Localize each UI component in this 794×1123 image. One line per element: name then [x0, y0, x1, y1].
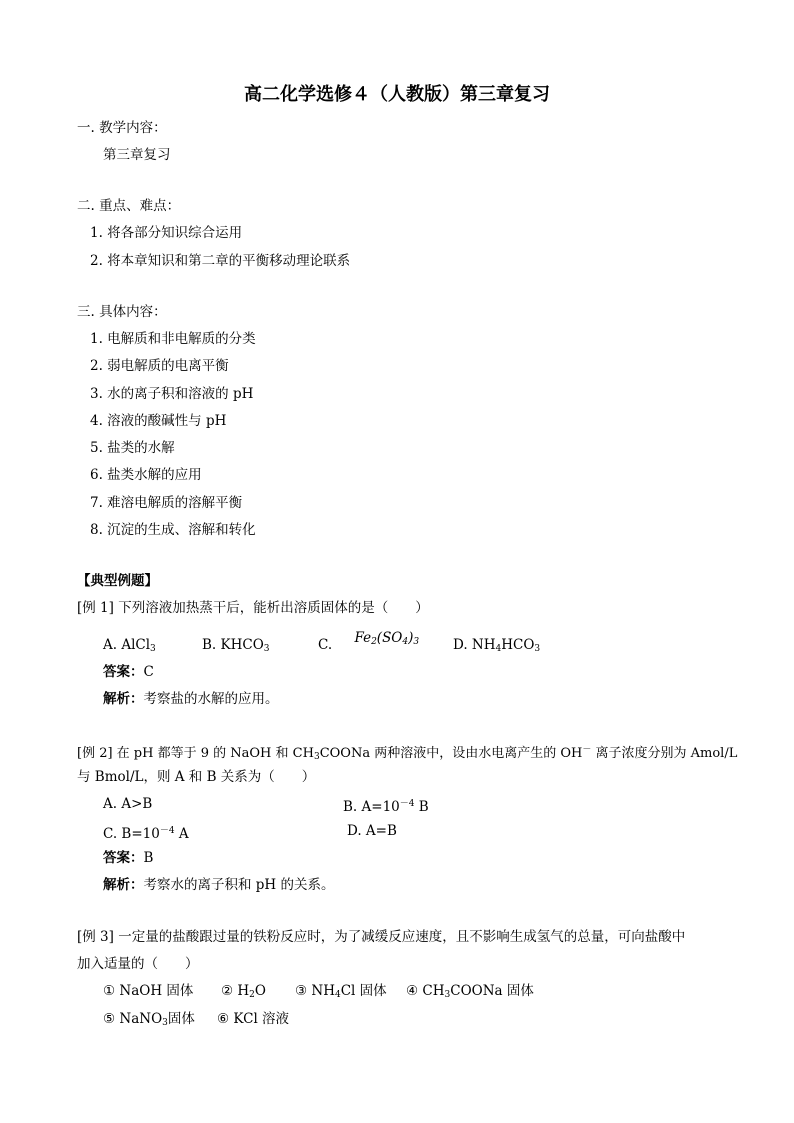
- example-3-option-6: ⑥ KCl 溶液: [217, 1011, 290, 1027]
- example-1-option-a: A. AlCl$_3$: [103, 637, 156, 654]
- example-3-question-line-1: [例 3] 一定量的盐酸跟过量的铁粉反应时，为了减缓反应速度，且不影响生成氢气的总量，可向盐酸中: [77, 929, 686, 945]
- example-1-option-d: D. $NH_4HCO_3$: [453, 637, 541, 654]
- section-3-item: 7. 难溶电解质的溶解平衡: [90, 495, 243, 511]
- example-2-question-line-1: [例 2] 在 pH 都等于 9 的 NaOH 和 $CH_3COONa$ 两种溶液中，设由水电离产生的 OH－ 离子浓度分别为 Amol/L: [77, 745, 738, 762]
- section-3-item: 4. 溶液的酸碱性与 pH: [90, 413, 227, 429]
- section-3-item: 8. 沉淀的生成、溶解和转化: [90, 522, 256, 538]
- example-1-option-c: C. $Fe_2(SO_4)_3$: [318, 630, 420, 653]
- example-3-option-2: ② $H_2O$: [221, 983, 266, 1000]
- example-2-option-d: D. A=B: [347, 823, 397, 839]
- example-2-option-c: C. $B=10^{-4}$ A: [103, 826, 189, 842]
- example-2-question-line-2: 与 Bmol/L，则 A 和 B 关系为（ ）: [77, 769, 316, 785]
- example-3-option-4: ④ $CH_3COONa$ 固体: [406, 983, 534, 1000]
- page-title: 高二化学选修４（人教版）第三章复习: [244, 84, 550, 105]
- section-3-item: 5. 盐类的水解: [90, 440, 175, 456]
- example-3-option-1: ① NaOH 固体: [103, 983, 194, 999]
- example-1-question: [例 1] 下列溶液加热蒸干后，能析出溶质固体的是（ ）: [77, 600, 429, 616]
- section-2-heading: 二. 重点、难点：: [77, 198, 181, 214]
- section-3-item: 1. 电解质和非电解质的分类: [90, 331, 256, 347]
- section-2-item: 1. 将各部分知识综合运用: [90, 225, 243, 241]
- example-1-answer: 答案：C: [103, 664, 154, 680]
- examples-heading: 【典型例题】: [77, 573, 158, 589]
- section-3-item: 2. 弱电解质的电离平衡: [90, 358, 229, 374]
- example-1-analysis: 解析：考察盐的水解的应用。: [103, 691, 279, 707]
- section-3-item: 3. 水的离子积和溶液的 pH: [90, 386, 254, 402]
- example-2-option-a: A. A>B: [103, 796, 153, 812]
- example-3-option-5: ⑤ NaNO$_3$固体: [103, 1011, 195, 1028]
- section-1-content: 第三章复习: [103, 147, 171, 163]
- section-3-heading: 三. 具体内容：: [77, 304, 167, 320]
- example-2-option-b: B. $A=10^{-4}$ B: [343, 799, 429, 815]
- section-2-item: 2. 将本章知识和第二章的平衡移动理论联系: [90, 253, 351, 269]
- section-3-item: 6. 盐类水解的应用: [90, 467, 202, 483]
- example-3-question-line-2: 加入适量的（ ）: [77, 956, 199, 972]
- section-1-heading: 一. 教学内容：: [77, 120, 167, 136]
- example-3-option-3: ③ $NH_4Cl$ 固体: [295, 983, 387, 1000]
- example-2-answer: 答案：B: [103, 850, 154, 866]
- example-1-option-b: B. $KHCO_3$: [202, 637, 270, 654]
- example-2-analysis: 解析：考察水的离子积和 pH 的关系。: [103, 877, 335, 893]
